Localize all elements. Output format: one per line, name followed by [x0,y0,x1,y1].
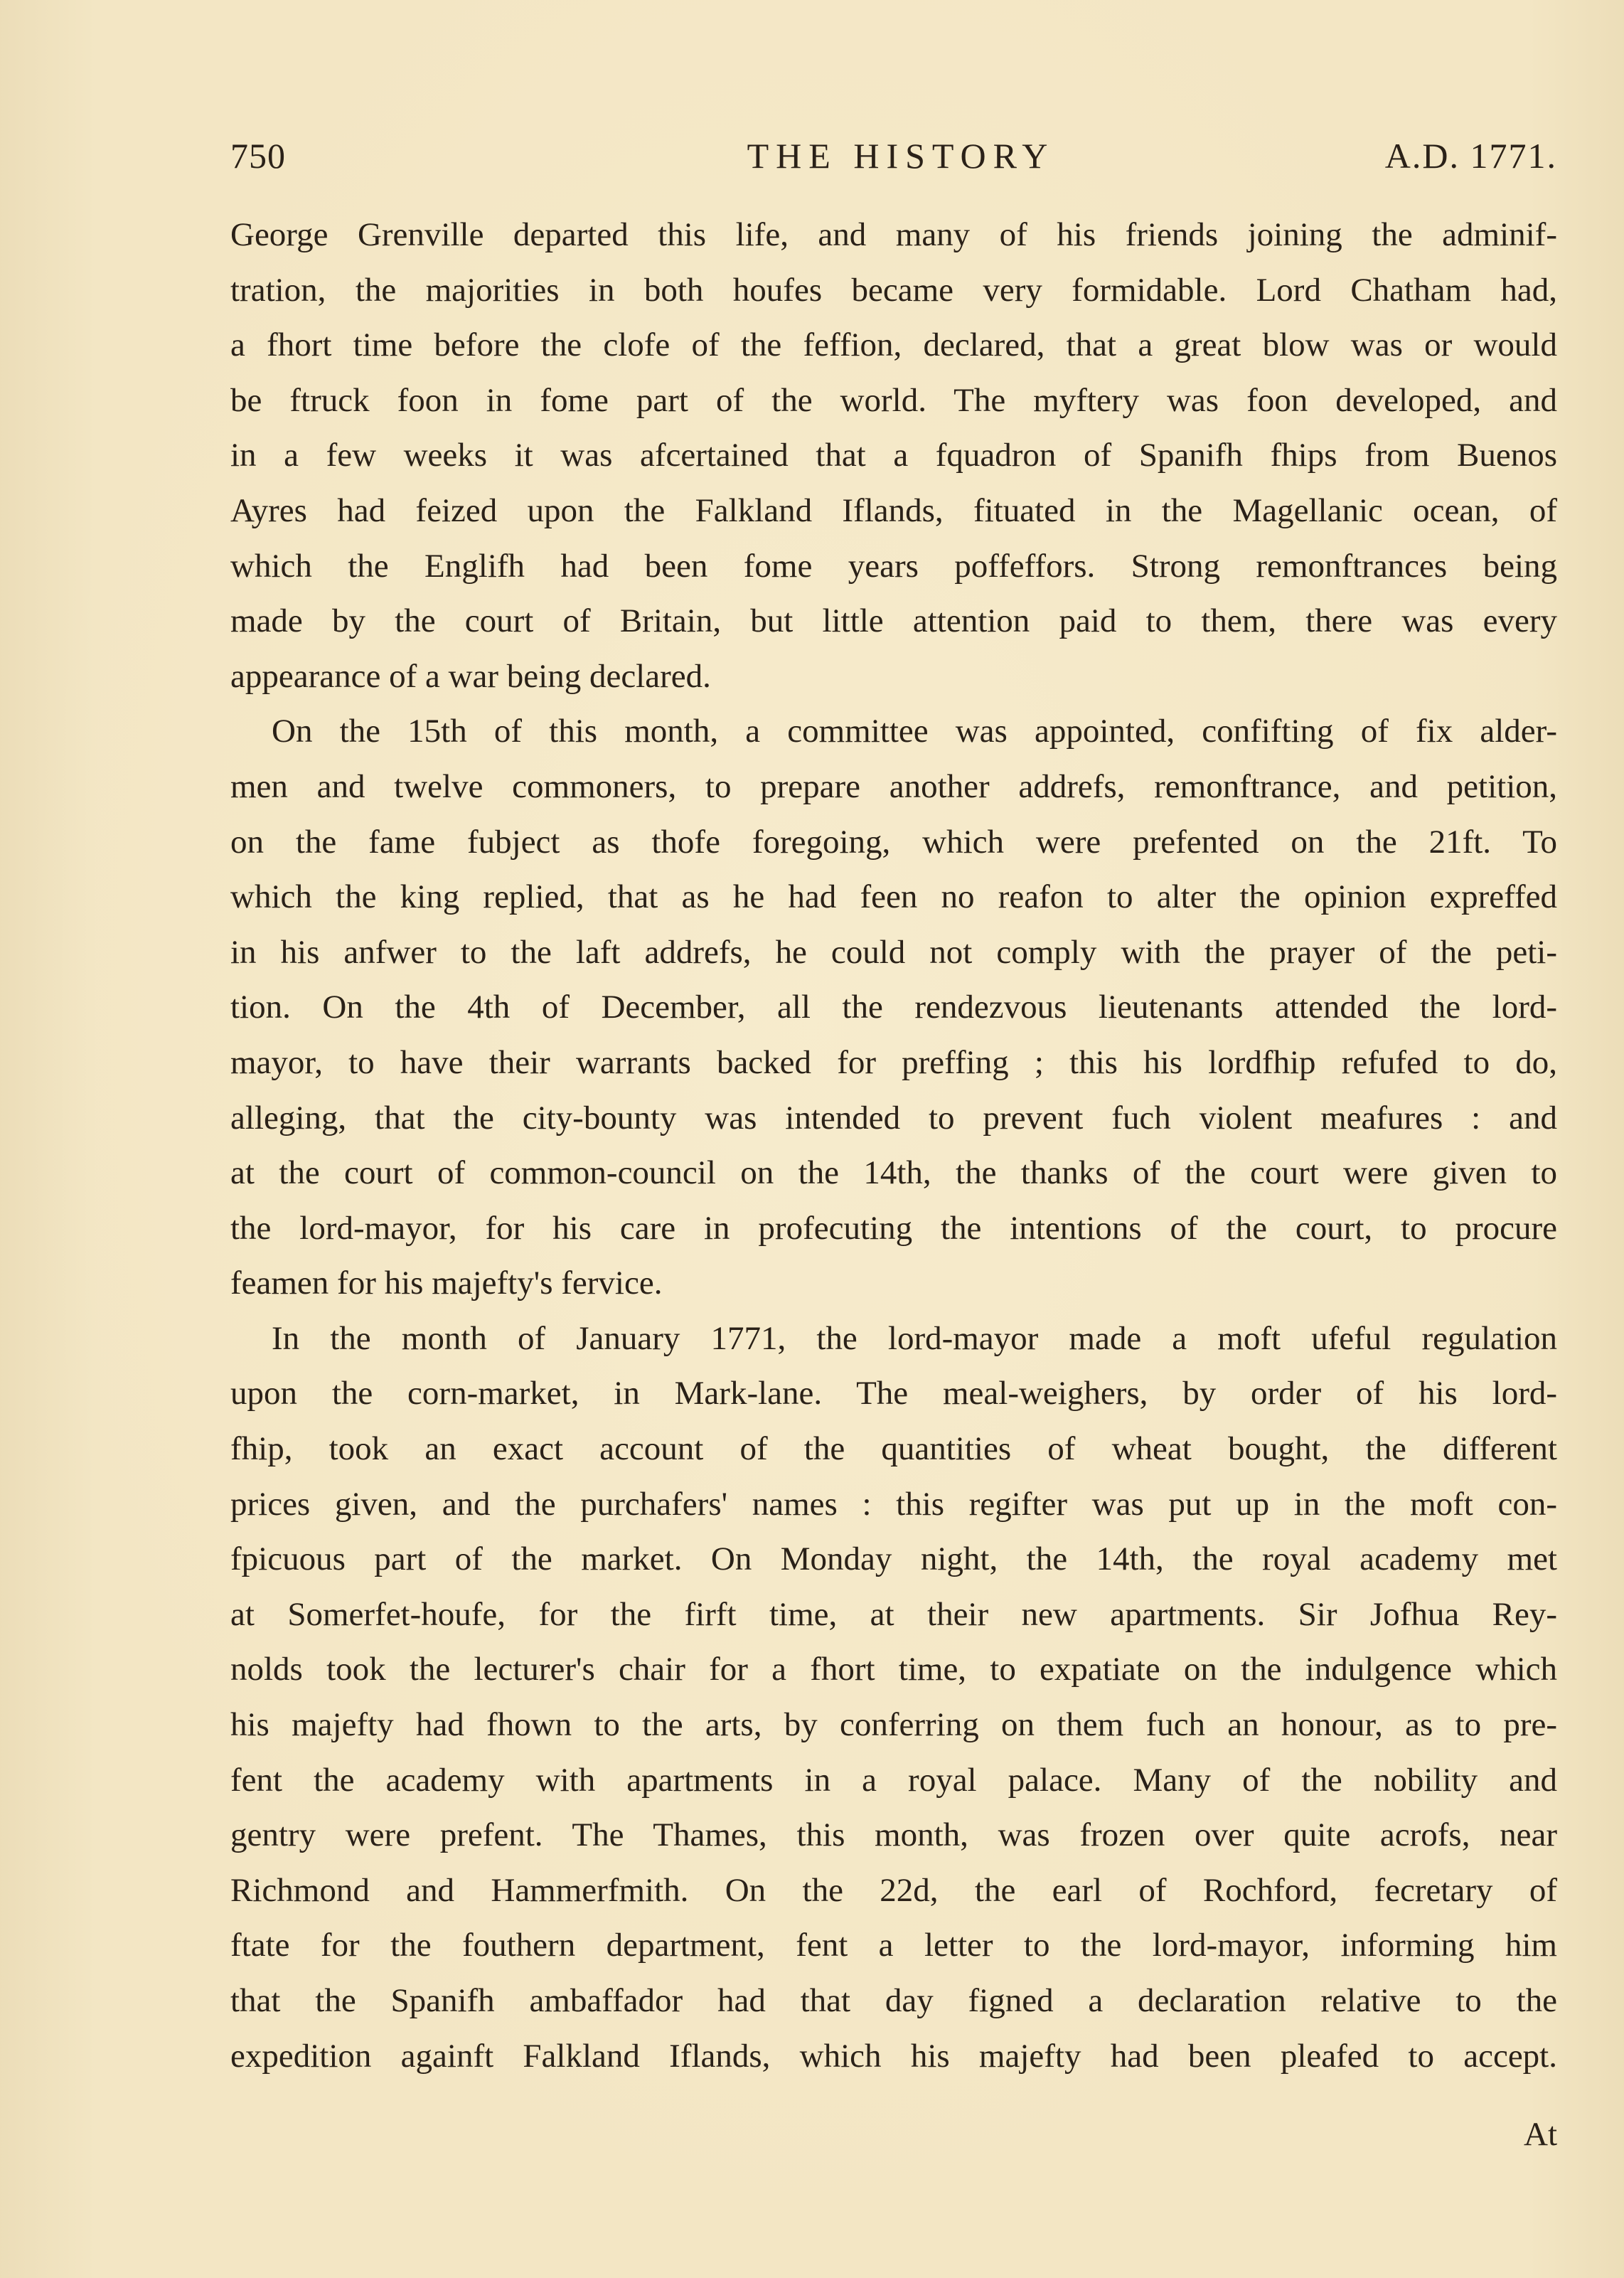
paragraph-3 [230,1311,1557,2084]
text-line: nolds took the lecturer's chair for a fhort time, to expatiate on the indulgence which [230,1651,1557,1688]
text-line: at the court of common-council on the 14th, the thanks of the court were given to [230,1154,1557,1192]
text-line: gentry were prefent. The Thames, this month, was frozen over quite acrofs, near [230,1816,1557,1854]
text-line: made by the court of Britain, but little attention paid to them, there was every [230,602,1557,640]
text-line: George Grenville departed this life, and many of his friends joining the adminif- [230,216,1557,253]
text-line: a fhort time before the clofe of the feffion, declared, that a great blow was or would [230,326,1557,364]
text-line: fpicuous part of the market. On Monday night, the 14th, the royal academy met [230,1540,1557,1578]
text-line: appearance of a war being declared. [230,657,711,695]
catchword: At [1524,2116,1557,2153]
text-line: the lord-mayor, for his care in profecuting the intentions of the court, to procure [230,1209,1557,1247]
text-line: his majefty had fhown to the arts, by conferring on them fuch an honour, as to pre- [230,1706,1557,1744]
text-line: Ayres had feized upon the Falkland Iflands, fituated in the Magellanic ocean, of [230,491,1557,529]
running-header [230,135,1557,185]
text-line: men and twelve commoners, to prepare another addrefs, remonftrance, and petition, [230,767,1557,805]
text-line: In the month of January 1771, the lord-mayor made a moft ufeful regulation [272,1319,1557,1357]
text-line: be ftruck foon in fome part of the world. The myftery was foon developed, and [230,381,1557,419]
body-text [230,208,1557,2084]
text-line: tion. On the 4th of December, all the rendezvous lieutenants attended the lord- [230,989,1557,1026]
header-year: A.D. 1771. [1384,136,1557,176]
text-line: fent the academy with apartments in a royal palace. Many of the nobility and [230,1761,1557,1799]
running-title: THE HISTORY [747,136,1055,176]
text-line: at Somerfet-houfe, for the firft time, at their new apartments. Sir Jofhua Rey- [230,1595,1557,1633]
text-line: on the fame fubject as thofe foregoing, which were prefented on the 21ft. To [230,823,1557,861]
text-line: fhip, took an exact account of the quantities of wheat bought, the different [230,1430,1557,1468]
text-line: in his anfwer to the laft addrefs, he could not comply with the prayer of the peti- [230,933,1557,971]
text-line: tration, the majorities in both houfes became very formidable. Lord Chatham had, [230,271,1557,309]
text-line: Richmond and Hammerfmith. On the 22d, the earl of Rochford, fecretary of [230,1871,1557,1909]
text-line: ftate for the fouthern department, fent a letter to the lord-mayor, informing him [230,1927,1557,1964]
paragraph-2 [230,704,1557,1311]
page-number: 750 [230,136,286,176]
text-line: feamen for his majefty's fervice. [230,1265,663,1302]
text-line: in a few weeks it was afcertained that a fquadron of Spanifh fhips from Buenos [230,437,1557,474]
text-line: which the Englifh had been fome years poffeffors. Strong remonftrances being [230,547,1557,585]
text-line: upon the corn-market, in Mark-lane. The meal-weighers, by order of his lord- [230,1375,1557,1412]
text-line: alleging, that the city-bounty was intended to prevent fuch violent meafures : and [230,1099,1557,1137]
text-line: prices given, and the purchafers' names : this regifter was put up in the moft con- [230,1485,1557,1523]
paragraph-1 [230,208,1557,704]
text-line: expedition againft Falkland Iflands, which his majefty had been pleafed to accept. [230,2037,1557,2075]
text-line: that the Spanifh ambaffador had that day figned a declaration relative to the [230,1982,1557,2019]
text-line: mayor, to have their warrants backed for preffing ; this his lordfhip refufed to do, [230,1043,1557,1081]
text-line: which the king replied, that as he had feen no reafon to alter the opinion expreffed [230,878,1557,916]
text-line: On the 15th of this month, a committee was appointed, confifting of fix alder- [272,713,1557,750]
